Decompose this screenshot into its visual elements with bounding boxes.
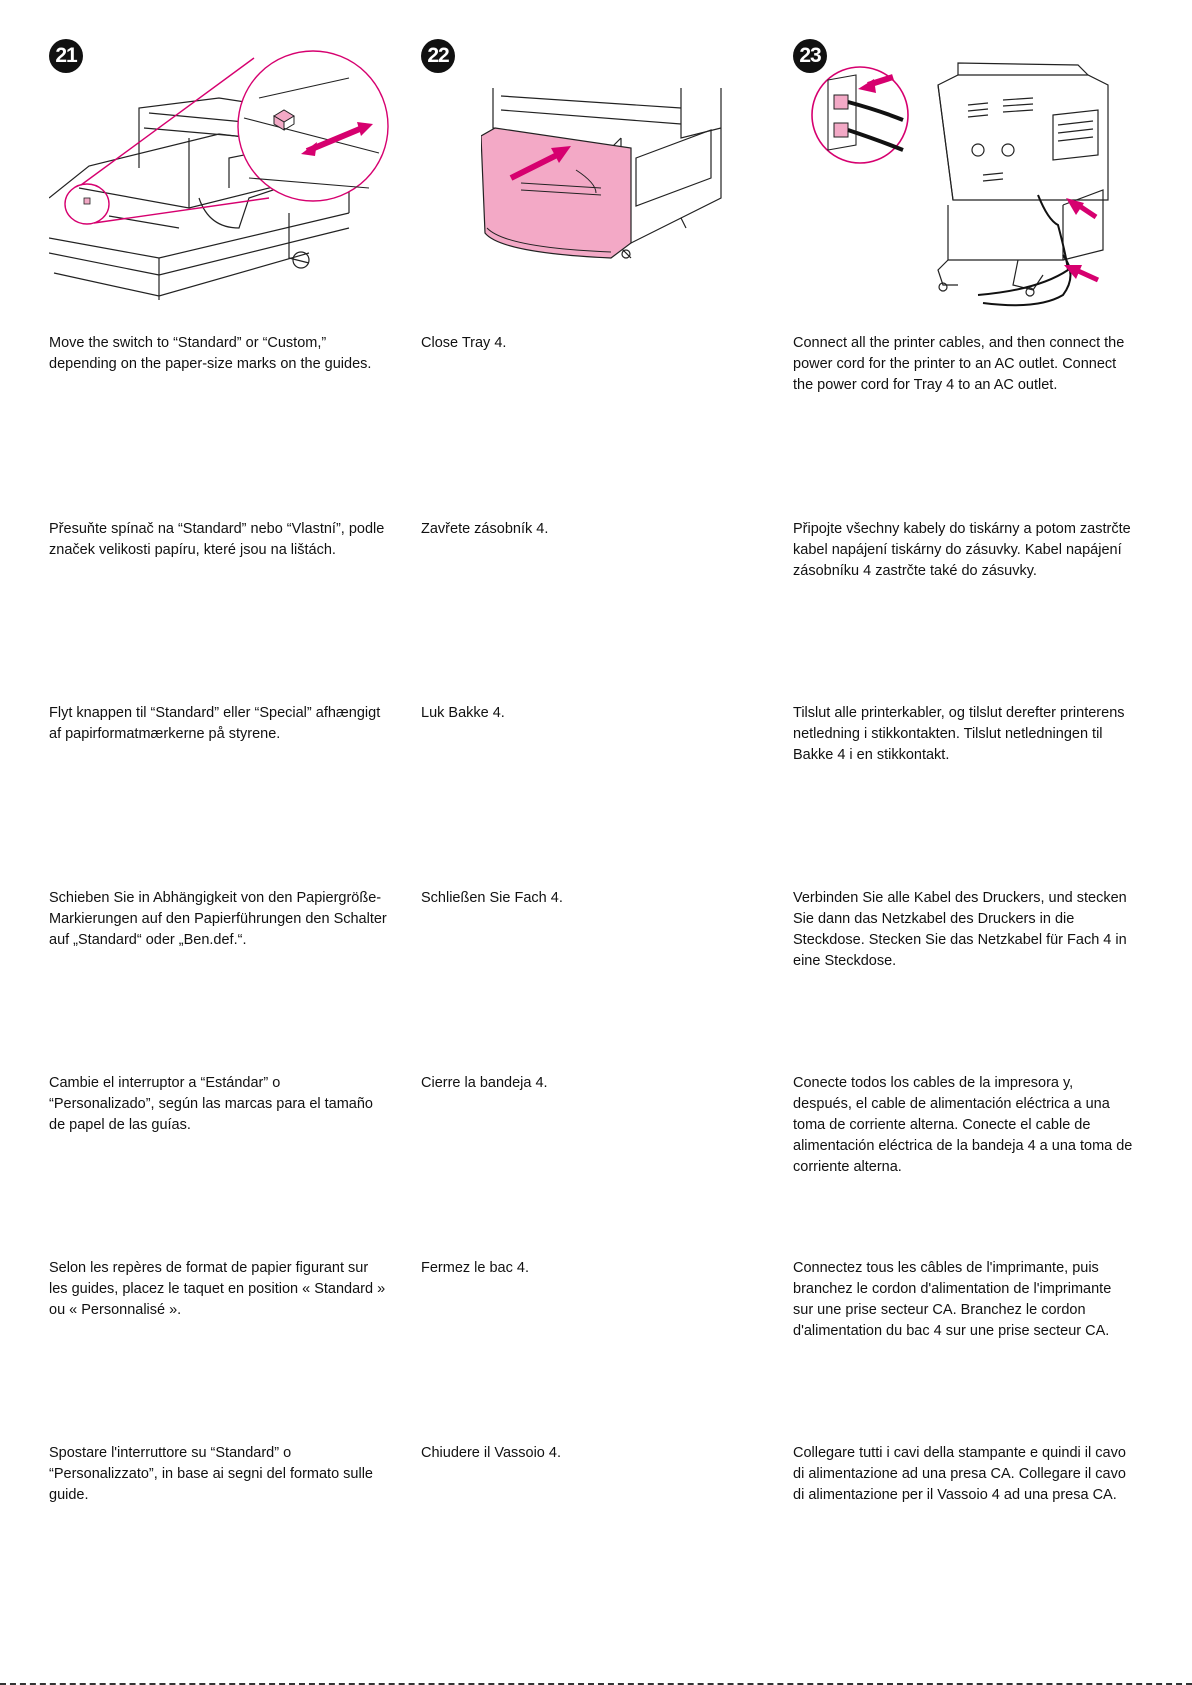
instruction-en: Close Tray 4. [421,335,507,351]
instruction-de: Verbinden Sie alle Kabel des Druckers, und stecken Sie dann das Netzkabel des Druckers in die Steckdose. Stecken Sie das Netzkabel für Fach 4 in eine Steckdose. [793,890,1127,969]
instruction-da: Luk Bakke 4. [421,705,505,721]
instruction-es: Cierre la bandeja 4. [421,1075,548,1091]
instruction-cs: Připojte všechny kabely do tiskárny a potom zastrčte kabel napájení tiskárny do zásuvky. Kabel napájení zásobníku 4 zastrčte také do zásuvky. [793,521,1131,579]
step-number-badge: 21 [49,39,83,73]
step-number-badge: 23 [793,39,827,73]
instruction-en: Move the switch to “Standard” or “Custom,” depending on the paper-size marks on the guides. [49,335,372,372]
instruction-es: Cambie el interruptor a “Estándar” o “Personalizado”, según las marcas para el tamaño de papel de las guías. [49,1075,373,1133]
instruction-en: Connect all the printer cables, and then connect the power cord for the printer to an AC outlet. Connect the power cord for Tray 4 to an AC outlet. [793,335,1125,393]
connect-cables-illustration [808,55,1128,320]
instruction-da: Flyt knappen til “Standard” eller “Special” afhængigt af papirformatmærkerne på styrene. [49,705,381,742]
instruction-de: Schieben Sie in Abhängigkeit von den Papiergröße-Markierungen auf den Papierführungen den Schalter auf „Standard“ oder „Ben.def.“. [49,890,387,948]
instruction-cs: Zavřete zásobník 4. [421,521,549,537]
instruction-it: Spostare l'interruttore su “Standard” o “Personalizzato”, in base ai segni del formato sulle guide. [49,1445,373,1503]
instruction-de: Schließen Sie Fach 4. [421,890,563,906]
instruction-fr: Connectez tous les câbles de l'imprimante, puis branchez le cordon d'alimentation de l'imprimante sur une prise secteur CA. Branchez le cordon d'alimentation du bac 4 sur une prise secteur CA. [793,1260,1112,1339]
instruction-cs: Přesuňte spínač na “Standard” nebo “Vlastní”, podle značek velikosti papíru, které jsou na lištách. [49,521,385,558]
tray-switch-illustration [49,38,389,310]
close-tray-illustration [481,88,751,268]
instruction-da: Tilslut alle printerkabler, og tilslut derefter printerens netledning i stikkontakten. Tilslut netledningen til Bakke 4 i en stikkontakt. [793,705,1125,763]
step-number-badge: 22 [421,39,455,73]
instruction-es: Conecte todos los cables de la impresora y, después, el cable de alimentación eléctrica a una toma de corriente alterna. Conecte el cable de alimentación eléctrica de la bandeja 4 a una toma de corriente alterna. [793,1075,1133,1175]
instruction-it: Chiudere il Vassoio 4. [421,1445,561,1461]
instruction-fr: Selon les repères de format de papier figurant sur les guides, placez le taquet en position « Standard » ou « Personnalisé ». [49,1260,386,1318]
instruction-it: Collegare tutti i cavi della stampante e quindi il cavo di alimentazione ad una presa CA. Collegare il cavo di alimentazione per il Vassoio 4 ad una presa CA. [793,1445,1126,1503]
instruction-fr: Fermez le bac 4. [421,1260,529,1276]
